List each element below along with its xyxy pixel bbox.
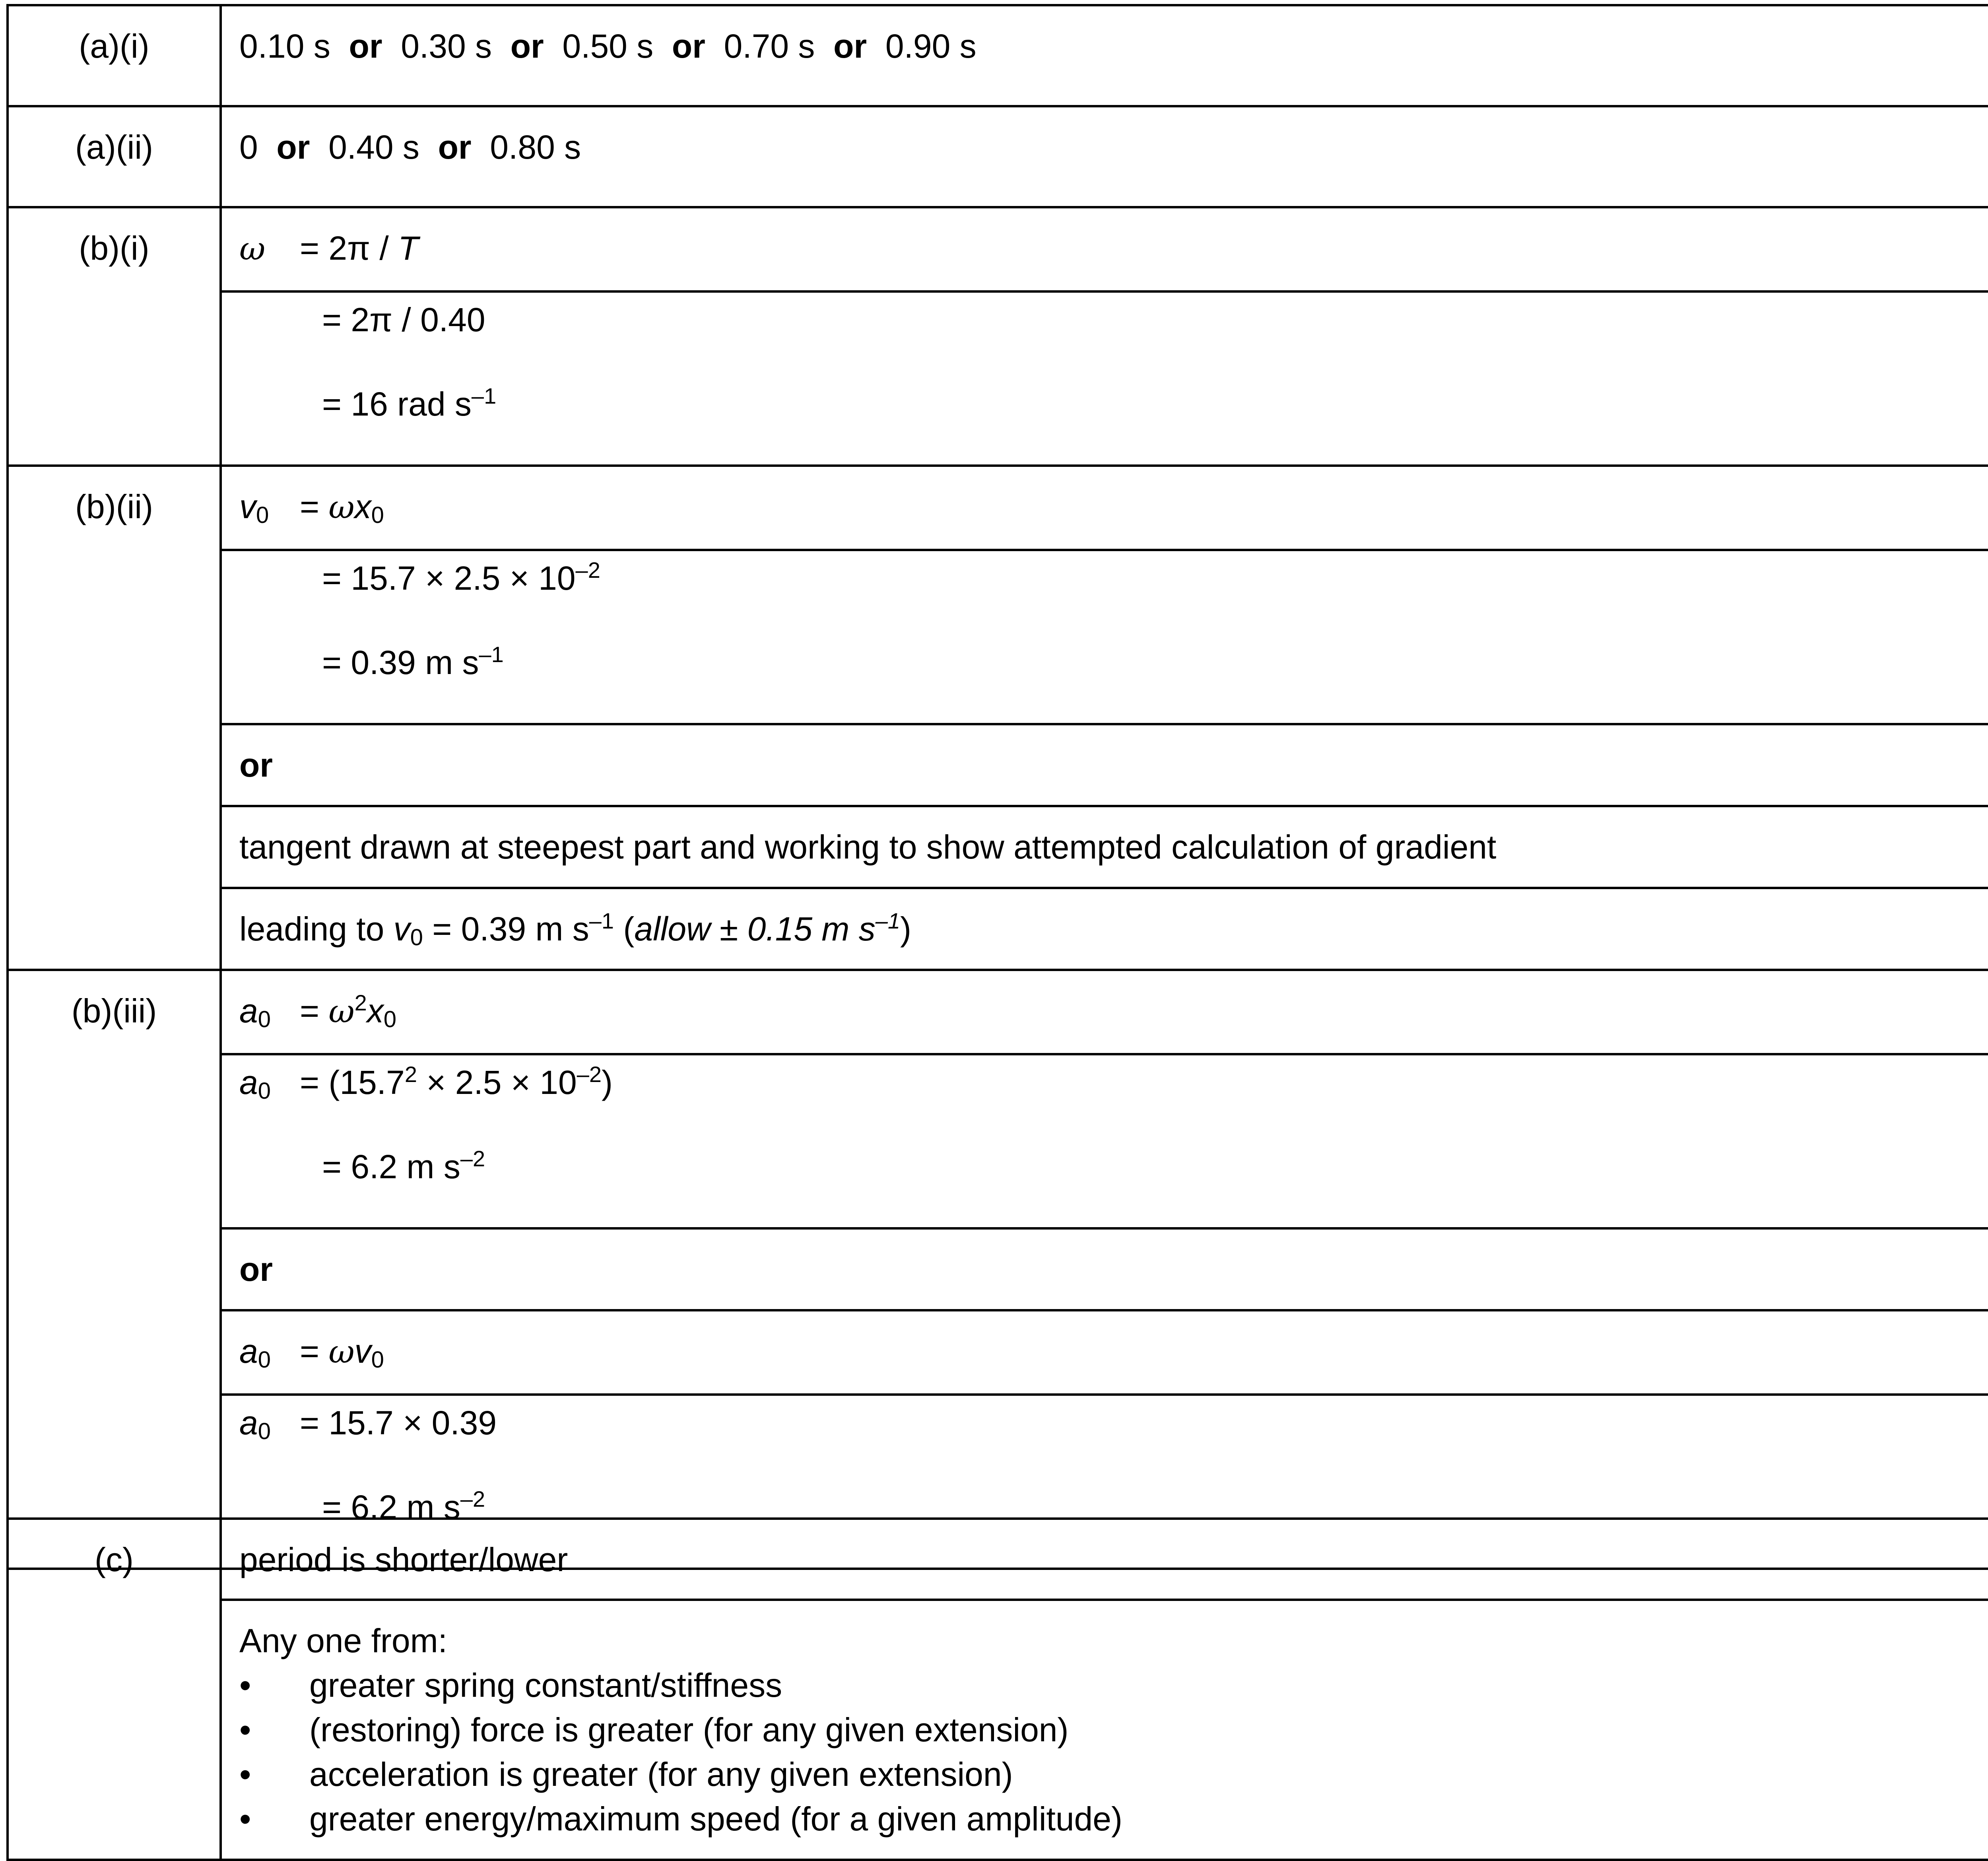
subscript: 0 [258,1347,271,1373]
answer-text: leading to [239,910,394,948]
unit-exponent: –1 [479,642,504,667]
row-b-ii-working [8,550,1988,724]
working-line [239,1059,1988,1143]
result-text: = 6.2 m s [322,1488,460,1526]
question-number: (a)(i) [8,5,221,106]
formula-text: = [300,488,329,525]
row-c [8,1519,1988,1600]
working-line [239,1399,1988,1483]
velocity-symbol: v [354,1333,371,1370]
or-keyword: or [221,1228,1988,1310]
row-b-i [8,207,1988,291]
acceleration-symbol: a [239,1064,258,1101]
working-line [239,1143,1988,1227]
mark-scheme-table-c [6,1517,1988,1861]
allowance-text: allow ± 0.15 m s [634,910,876,948]
answer-value: 0.10 s [239,27,330,65]
answer-cell [221,5,1988,106]
row-b-ii-alt1 [8,806,1988,888]
unit-exponent: –1 [875,908,901,933]
working-line: = 2π / 0.40 [322,301,485,338]
bullet-icon: • [239,1667,251,1704]
row-b-ii-alt2 [8,888,1988,970]
result-text: = 0.39 m s [322,644,479,681]
subscript: 0 [383,1006,397,1032]
exponent: 2 [354,990,367,1015]
list-item [239,1797,1988,1841]
subscript: 0 [256,502,269,528]
answer-cell [221,550,1988,724]
question-number: (b)(i) [8,207,221,466]
period-symbol: T [398,229,419,267]
or-keyword: or [833,27,867,65]
list-item [239,1752,1988,1797]
formula-text: = 15.7 × 0.39 [300,1404,497,1441]
list-item [239,1663,1988,1708]
answer-cell: period is shorter/lower [221,1519,1988,1600]
unit-exponent: –1 [471,383,497,408]
omega-symbol: ω [328,489,355,526]
velocity-symbol: v [239,488,256,525]
acceleration-symbol: a [239,1333,258,1370]
answer-value: 0.40 s [328,128,419,166]
working-line [239,380,1988,464]
row-c-reasons [8,1600,1988,1860]
row-a-i [8,5,1988,106]
answer-text: ( [614,910,635,948]
result-text: = 16 rad s [322,385,472,423]
answer-value: 0 [239,128,258,166]
answer-cell [221,1310,1988,1395]
answer-value: 0.30 s [401,27,492,65]
omega-symbol: ω [328,1333,355,1370]
amplitude-symbol: x [367,992,384,1030]
formula-text: = 2π / [300,229,398,267]
answer-cell [221,1054,1988,1228]
row-b-ii-or [8,724,1988,806]
answer-cell [221,291,1988,466]
answer-value: 0.90 s [885,27,977,65]
result-text: = 6.2 m s [322,1148,460,1185]
answer-cell [221,970,1988,1054]
list-item-text: greater spring constant/stiffness [309,1667,782,1704]
or-keyword: or [438,128,472,166]
list-item [239,1708,1988,1752]
amplitude-symbol: x [354,488,371,525]
question-number: (a)(ii) [8,106,221,207]
answer-cell [221,466,1988,550]
row-b-ii [8,466,1988,550]
formula-text: = 15.7 × 2.5 × 10 [322,559,576,597]
formula-text: ) [601,1064,613,1101]
subscript: 0 [371,1347,384,1373]
answer-cell [221,106,1988,207]
answer-cell [221,1600,1988,1860]
working-line [239,554,1988,639]
or-keyword: or [510,27,544,65]
row-b-iii-alt1 [8,1310,1988,1395]
subscript: 0 [410,925,423,950]
question-number: (c) [8,1519,221,1860]
or-keyword: or [672,27,705,65]
list-intro: Any one from: [239,1622,447,1659]
unit-exponent: –2 [460,1486,485,1511]
unit-exponent: –2 [460,1146,485,1171]
question-number: (b)(iii) [8,970,221,1569]
mark-scheme-table-ab [6,4,1988,1570]
formula-text: = (15.7 [300,1064,405,1101]
acceleration-symbol: a [239,1404,258,1441]
bullet-icon: • [239,1800,251,1838]
question-number: (b)(ii) [8,466,221,970]
subscript: 0 [258,1078,271,1104]
row-a-ii [8,106,1988,207]
answer-value: 0.80 s [490,128,581,166]
or-keyword: or [221,724,1988,806]
answer-text: ) [900,910,912,948]
exponent: 2 [404,1062,417,1087]
answer-cell [221,207,1988,291]
row-b-iii-or [8,1228,1988,1310]
or-keyword: or [349,27,382,65]
omega-symbol: ω [328,993,355,1030]
bullet-icon: • [239,1756,251,1793]
formula-text: = [300,992,329,1030]
working-line [239,639,1988,723]
row-b-iii-working [8,1054,1988,1228]
answer-cell [221,888,1988,970]
bullet-icon: • [239,1711,251,1748]
row-b-i-working [8,291,1988,466]
unit-exponent: –1 [589,908,614,933]
velocity-symbol: v [393,910,410,948]
answer-text: = 0.39 m s [423,910,589,948]
answer-value: 0.70 s [724,27,815,65]
answer-value: 0.50 s [562,27,654,65]
acceleration-symbol: a [239,992,258,1030]
list-item-text: (restoring) force is greater (for any given extension) [309,1711,1069,1748]
formula-text: = [300,1333,329,1370]
row-b-iii [8,970,1988,1054]
exponent: –2 [575,558,600,583]
answer-cell: tangent drawn at steepest part and working to show attempted calculation of gradient [221,806,1988,888]
exponent: –2 [577,1062,602,1087]
subscript: 0 [371,502,384,528]
list-item-text: acceleration is greater (for any given extension) [309,1756,1013,1793]
subscript: 0 [258,1006,271,1032]
omega-symbol: ω [239,230,266,267]
formula-text: × 2.5 × 10 [417,1064,577,1101]
or-keyword: or [276,128,310,166]
subscript: 0 [258,1418,271,1444]
list-item-text: greater energy/maximum speed (for a given amplitude) [309,1800,1122,1838]
